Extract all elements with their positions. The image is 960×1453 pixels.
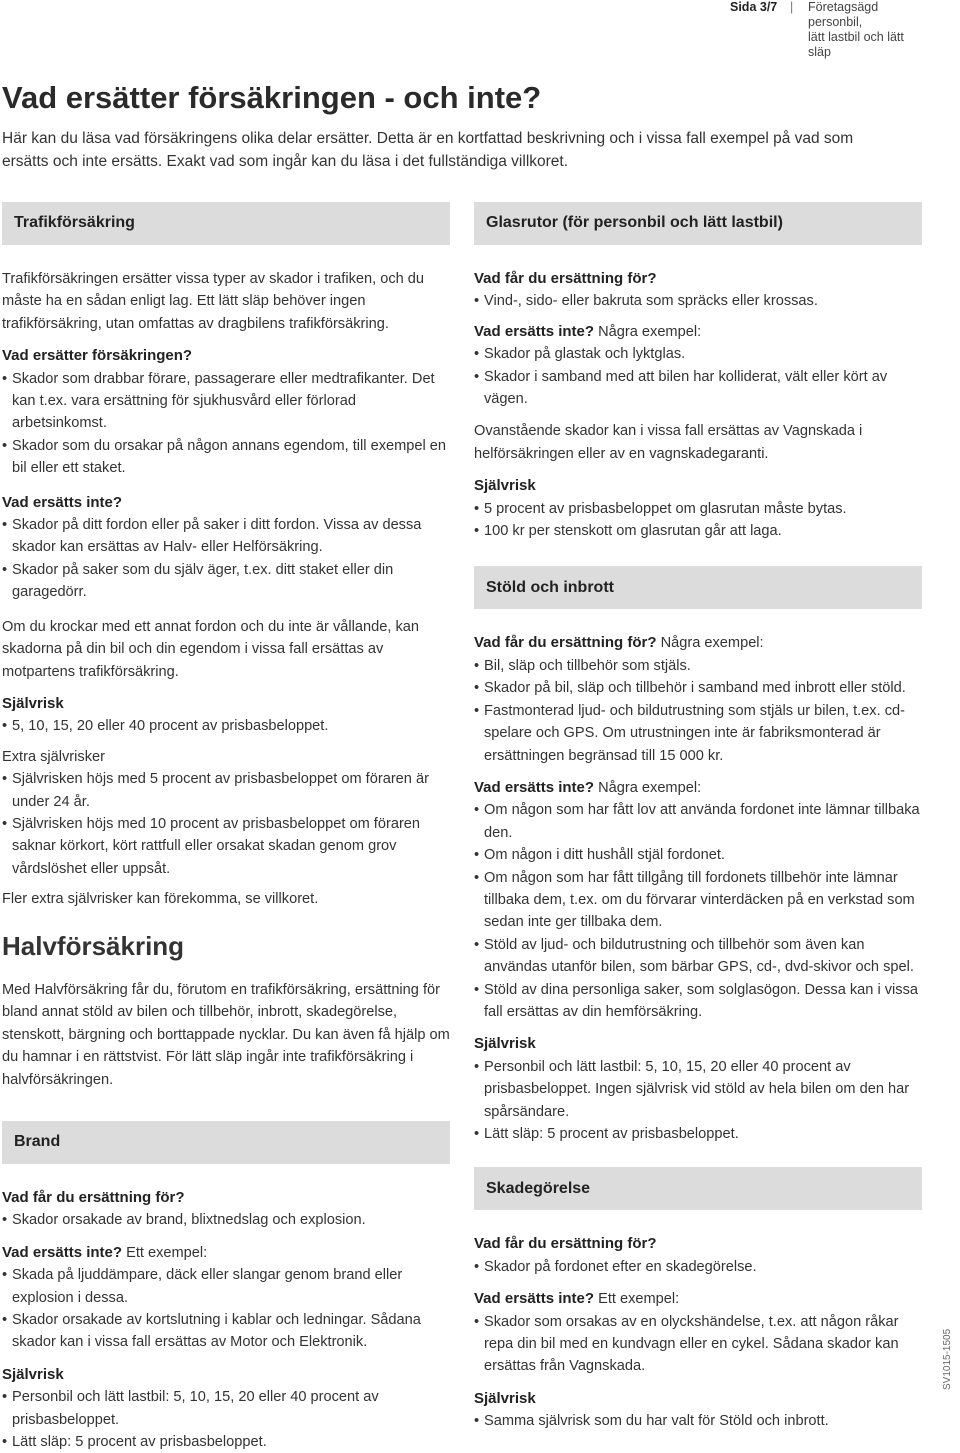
list-item: • Fastmonterad ljud- och bildutrustning som stjäls ur bilen, t.ex. cd-spelare och GPS. Om utrustningen inte är fabriksmonterad är ersättningen begränsad till 15 000 kr. bbox=[474, 700, 922, 767]
list-item: • Skador som du orsakar på någon annans egendom, till exempel en bil eller ett staket. bbox=[2, 435, 450, 480]
list-item: • Skador i samband med att bilen har kolliderat, vält eller kört av vägen. bbox=[474, 366, 922, 411]
list-item: • Skador på fordonet efter en skadegörelse. bbox=[474, 1256, 922, 1278]
list-item: • Om någon i ditt hushåll stjäl fordonet. bbox=[474, 844, 922, 866]
left-column bbox=[2, 202, 450, 1453]
skade-excess-heading: Självrisk bbox=[474, 1389, 536, 1407]
list-item: • Skador på glastak och lyktglas. bbox=[474, 343, 922, 365]
skade-not-list bbox=[474, 1311, 922, 1378]
stold-pay-heading: Vad får du ersättning för? bbox=[474, 634, 657, 652]
halv-heading: Halvförsäkring bbox=[2, 930, 185, 961]
glas-pay-list bbox=[474, 290, 922, 312]
halv-text: Med Halvförsäkring får du, förutom en trafikförsäkring, ersättning för bland annat stöld av bilen och tillbehör, inbrott, skadegörelse, stenskott, bärgning och borttappade nycklar. Du kan även få hjälp om du hamnar i en rättstvist. För lätt släp ingår inte trafikförsäkring i halvförsäkringen. bbox=[2, 981, 450, 1088]
section-heading-brand: Brand bbox=[2, 1121, 450, 1164]
trafik-excess-heading: Självrisk bbox=[2, 694, 64, 712]
list-item: • Lätt släp: 5 procent av prisbasbeloppet. bbox=[2, 1431, 450, 1453]
list-item: • Skador som drabbar förare, passagerare eller medtrafikanter. Det kan t.ex. vara ersättning för sjukhusvård eller förlorad arbetsinkomst. bbox=[2, 368, 450, 435]
brand-pay-heading: Vad får du ersättning för? bbox=[2, 1189, 185, 1206]
section-heading-trafik: Trafikförsäkring bbox=[2, 202, 450, 245]
trafik-more-text: Fler extra självrisker kan förekomma, se villkoret. bbox=[2, 891, 319, 908]
stold-not-list bbox=[474, 799, 922, 1023]
list-item: • Skador på ditt fordon eller på saker i ditt fordon. Vissa av dessa skador kan ersättas av Halv- eller Helförsäkring. bbox=[2, 514, 450, 559]
trafik-not-list bbox=[2, 514, 450, 604]
list-item: • Bil, släp och tillbehör som stjäls. bbox=[474, 655, 922, 677]
list-item: • Samma självrisk som du har valt för Stöld och inbrott. bbox=[474, 1410, 922, 1432]
section-heading-glas: Glasrutor (för personbil och lätt lastbil) bbox=[474, 202, 922, 245]
brand-not-suffix: Ett exempel: bbox=[122, 1244, 208, 1261]
brand-excess-list bbox=[2, 1386, 450, 1453]
list-item: • Skador orsakade av brand, blixtnedslag och explosion. bbox=[2, 1209, 450, 1231]
list-item: • Stöld av ljud- och bildutrustning och tillbehör som även kan användas utanför bilen, som bärbar GPS, cd-, dvd-skivor och spel. bbox=[474, 934, 922, 979]
list-item: • Skador orsakade av kortslutning i kablar och ledningar. Sådana skador kan i vissa fall ersättas av Motor och Elektronik. bbox=[2, 1309, 450, 1354]
glas-not-heading: Vad ersätts inte? bbox=[474, 322, 595, 340]
stold-not-heading: Vad ersätts inte? bbox=[474, 778, 595, 796]
page-number: Sida 3/7 bbox=[730, 0, 778, 14]
list-item: • Skador på saker som du själv äger, t.ex. ditt staket eller din garagedörr. bbox=[2, 559, 450, 604]
document-subtitle bbox=[808, 0, 928, 60]
list-item: • Skada på ljuddämpare, däck eller slangar genom brand eller explosion i dessa. bbox=[2, 1264, 450, 1309]
list-item: • 5, 10, 15, 20 eller 40 procent av prisbasbeloppet. bbox=[2, 715, 450, 737]
stold-pay-line bbox=[474, 632, 922, 654]
list-item: • Lätt släp: 5 procent av prisbasbeloppet. bbox=[474, 1123, 922, 1145]
stold-not-suffix: Några exempel: bbox=[594, 779, 702, 796]
skade-pay-heading: Vad får du ersättning för? bbox=[474, 1235, 657, 1253]
stold-excess-list bbox=[474, 1056, 922, 1146]
trafik-covers-list bbox=[2, 368, 450, 480]
glas-pay-heading: Vad får du ersättning för? bbox=[474, 270, 657, 287]
trafik-extra-heading: Extra självrisker bbox=[2, 748, 105, 765]
glas-excess-list bbox=[474, 498, 922, 543]
list-item: • Om någon som har fått lov att använda fordonet inte lämnar tillbaka den. bbox=[474, 799, 922, 844]
skade-not-line bbox=[474, 1288, 922, 1310]
stold-pay-suffix: Några exempel: bbox=[656, 635, 764, 652]
trafik-excess-list bbox=[2, 715, 450, 737]
brand-not-list bbox=[2, 1264, 450, 1354]
list-item: • Skador på bil, släp och tillbehör i samband med inbrott eller stöld. bbox=[474, 677, 922, 699]
intro-text: Här kan du läsa vad försäkringens olika delar ersätter. Detta är en kortfattad beskrivning och i vissa fall exempel på vad som ersätts och inte ersätts. Exakt vad som ingår kan du läsa i det fullständiga villkoret. bbox=[2, 130, 854, 170]
right-column bbox=[474, 202, 922, 1433]
list-item: • 100 kr per stenskott om glasrutan går att laga. bbox=[474, 520, 922, 542]
list-item: • Skador som orsakas av en olyckshändelse, t.ex. att någon råkar repa din bil med en kundvagn eller en cykel. Sådana skador kan ersättas från Vagnskada. bbox=[474, 1311, 922, 1378]
glas-not-list bbox=[474, 343, 922, 410]
trafik-covers-heading: Vad ersätter försäkringen? bbox=[2, 347, 193, 365]
skade-pay-list bbox=[474, 1256, 922, 1278]
stold-pay-list bbox=[474, 655, 922, 767]
trafik-intro: Trafikförsäkringen ersätter vissa typer av skador i trafiken, och du måste ha en sådan enligt lag. Ett lätt släp behöver ingen trafikförsäkring, utan omfattas av dragbilens trafikförsäkring. bbox=[2, 271, 425, 332]
list-item: • Stöld av dina personliga saker, som solglasögon. Dessa kan i vissa fall ersättas av din hemförsäkring. bbox=[474, 979, 922, 1024]
section-heading-stold: Stöld och inbrott bbox=[474, 566, 922, 609]
brand-pay-list bbox=[2, 1209, 450, 1231]
brand-not-line bbox=[2, 1242, 450, 1264]
document-code: SV1015-1505 bbox=[942, 1328, 953, 1390]
trafik-collision-text: Om du krockar med ett annat fordon och du inte är vållande, kan skadorna på din bil och din egendom i vissa fall ersättas av motpartens trafikförsäkring. bbox=[2, 618, 419, 680]
skade-excess-list bbox=[474, 1410, 922, 1432]
doc-line-2: lätt lastbil och lätt släp bbox=[808, 30, 904, 59]
section-heading-skade: Skadegörelse bbox=[474, 1167, 922, 1210]
list-item: • Om någon som har fått tillgång till fordonets tillbehör inte lämnar tillbaka dem, t.ex. om du förvarar vinterdäcken på en verkstad som sedan inte ger tillbaka dem. bbox=[474, 867, 922, 934]
glas-excess-heading: Självrisk bbox=[474, 477, 536, 495]
glas-not-suffix: Några exempel: bbox=[594, 323, 702, 340]
list-item: • Självrisken höjs med 10 procent av prisbasbeloppet om föraren saknar körkort, kört rattfull eller orsakat skadan genom grov vårdslöshet eller uppsåt. bbox=[2, 813, 450, 880]
skade-not-suffix: Ett exempel: bbox=[594, 1291, 680, 1308]
glas-note: Ovanstående skador kan i vissa fall ersättas av Vagnskada i helförsäkringen eller av en vagnskadegaranti. bbox=[474, 423, 863, 462]
list-item: • Självrisken höjs med 5 procent av prisbasbeloppet om föraren är under 24 år. bbox=[2, 768, 450, 813]
list-item: • Vind-, sido- eller bakruta som spräcks eller krossas. bbox=[474, 290, 922, 312]
trafik-not-heading: Vad ersätts inte? bbox=[2, 493, 123, 511]
trafik-extra-list bbox=[2, 768, 450, 880]
list-item: • Personbil och lätt lastbil: 5, 10, 15, 20 eller 40 procent av prisbasbeloppet. Ingen självrisk vid stöld av hela bilen om den har spårsändare. bbox=[474, 1056, 922, 1123]
skade-not-heading: Vad ersätts inte? bbox=[474, 1290, 595, 1308]
glas-not-line bbox=[474, 321, 922, 343]
list-item: • 5 procent av prisbasbeloppet om glasrutan måste bytas. bbox=[474, 498, 922, 520]
page-title: Vad ersätter försäkringen - och inte? bbox=[2, 80, 542, 115]
list-item: • Personbil och lätt lastbil: 5, 10, 15, 20 eller 40 procent av prisbasbeloppet. bbox=[2, 1386, 450, 1431]
stold-not-line bbox=[474, 777, 922, 799]
brand-excess-heading: Självrisk bbox=[2, 1365, 64, 1383]
stold-excess-heading: Självrisk bbox=[474, 1035, 536, 1053]
brand-not-heading: Vad ersätts inte? bbox=[2, 1243, 123, 1261]
header-separator: | bbox=[790, 0, 794, 14]
doc-line-1: Företagsägd personbil, bbox=[808, 0, 879, 29]
